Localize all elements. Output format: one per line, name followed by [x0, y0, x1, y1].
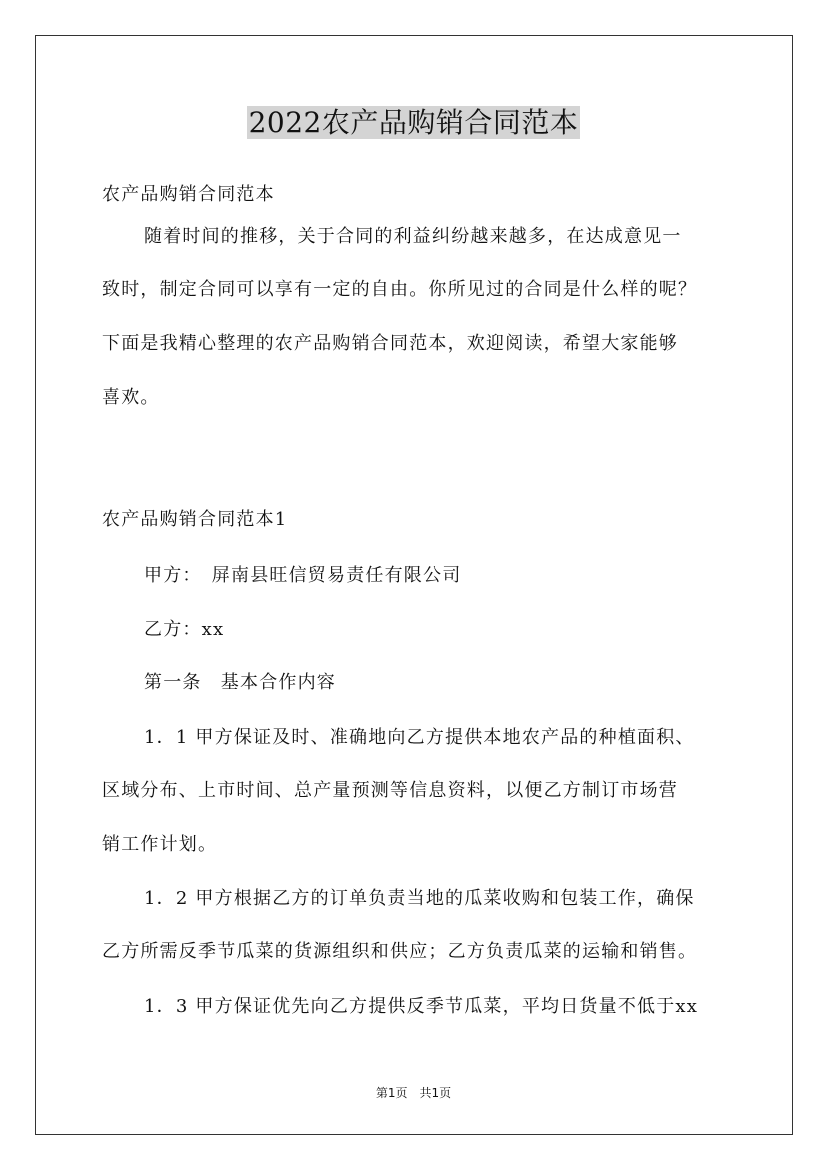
clause-1-1-line-2: 区域分布、上市时间、总产量预测等信息资料，以便乙方制订市场营: [102, 780, 678, 801]
clause-1-1-line-3: 销工作计划。: [102, 834, 218, 855]
intro-line-1: 随着时间的推移，关于合同的利益纠纷越来越多，在达成意见一: [144, 226, 682, 247]
page-footer: 第1页 共1页: [375, 1086, 452, 1100]
clause-1-2-line-1: 1．2 甲方根据乙方的订单负责当地的瓜菜收购和包装工作，确保: [144, 888, 695, 909]
clause-1-2-line-2: 乙方所需反季节瓜菜的货源组织和供应；乙方负责瓜菜的运输和销售。: [102, 941, 698, 962]
document-title: 2022农产品购销合同范本: [248, 106, 579, 139]
article-1-title: 第一条 基本合作内容: [144, 672, 336, 693]
intro-line-4: 喜欢。: [102, 387, 160, 408]
clause-1-3-line-1: 1．3 甲方保证优先向乙方提供反季节瓜菜，平均日货量不低于xx: [144, 996, 699, 1017]
clause-1-1-line-1: 1．1 甲方保证及时、准确地向乙方提供本地农产品的种植面积、: [144, 727, 695, 748]
party-a: 甲方： 屏南县旺信贸易责任有限公司: [144, 565, 462, 586]
intro-line-2: 致时，制定合同可以享有一定的自由。你所见过的合同是什么样的呢？: [102, 279, 698, 300]
party-b: 乙方：xx: [144, 619, 225, 640]
section-title: 农产品购销合同范本1: [102, 509, 288, 530]
document-subtitle: 农产品购销合同范本: [102, 184, 275, 205]
intro-line-3: 下面是我精心整理的农产品购销合同范本，欢迎阅读，希望大家能够: [102, 333, 678, 354]
